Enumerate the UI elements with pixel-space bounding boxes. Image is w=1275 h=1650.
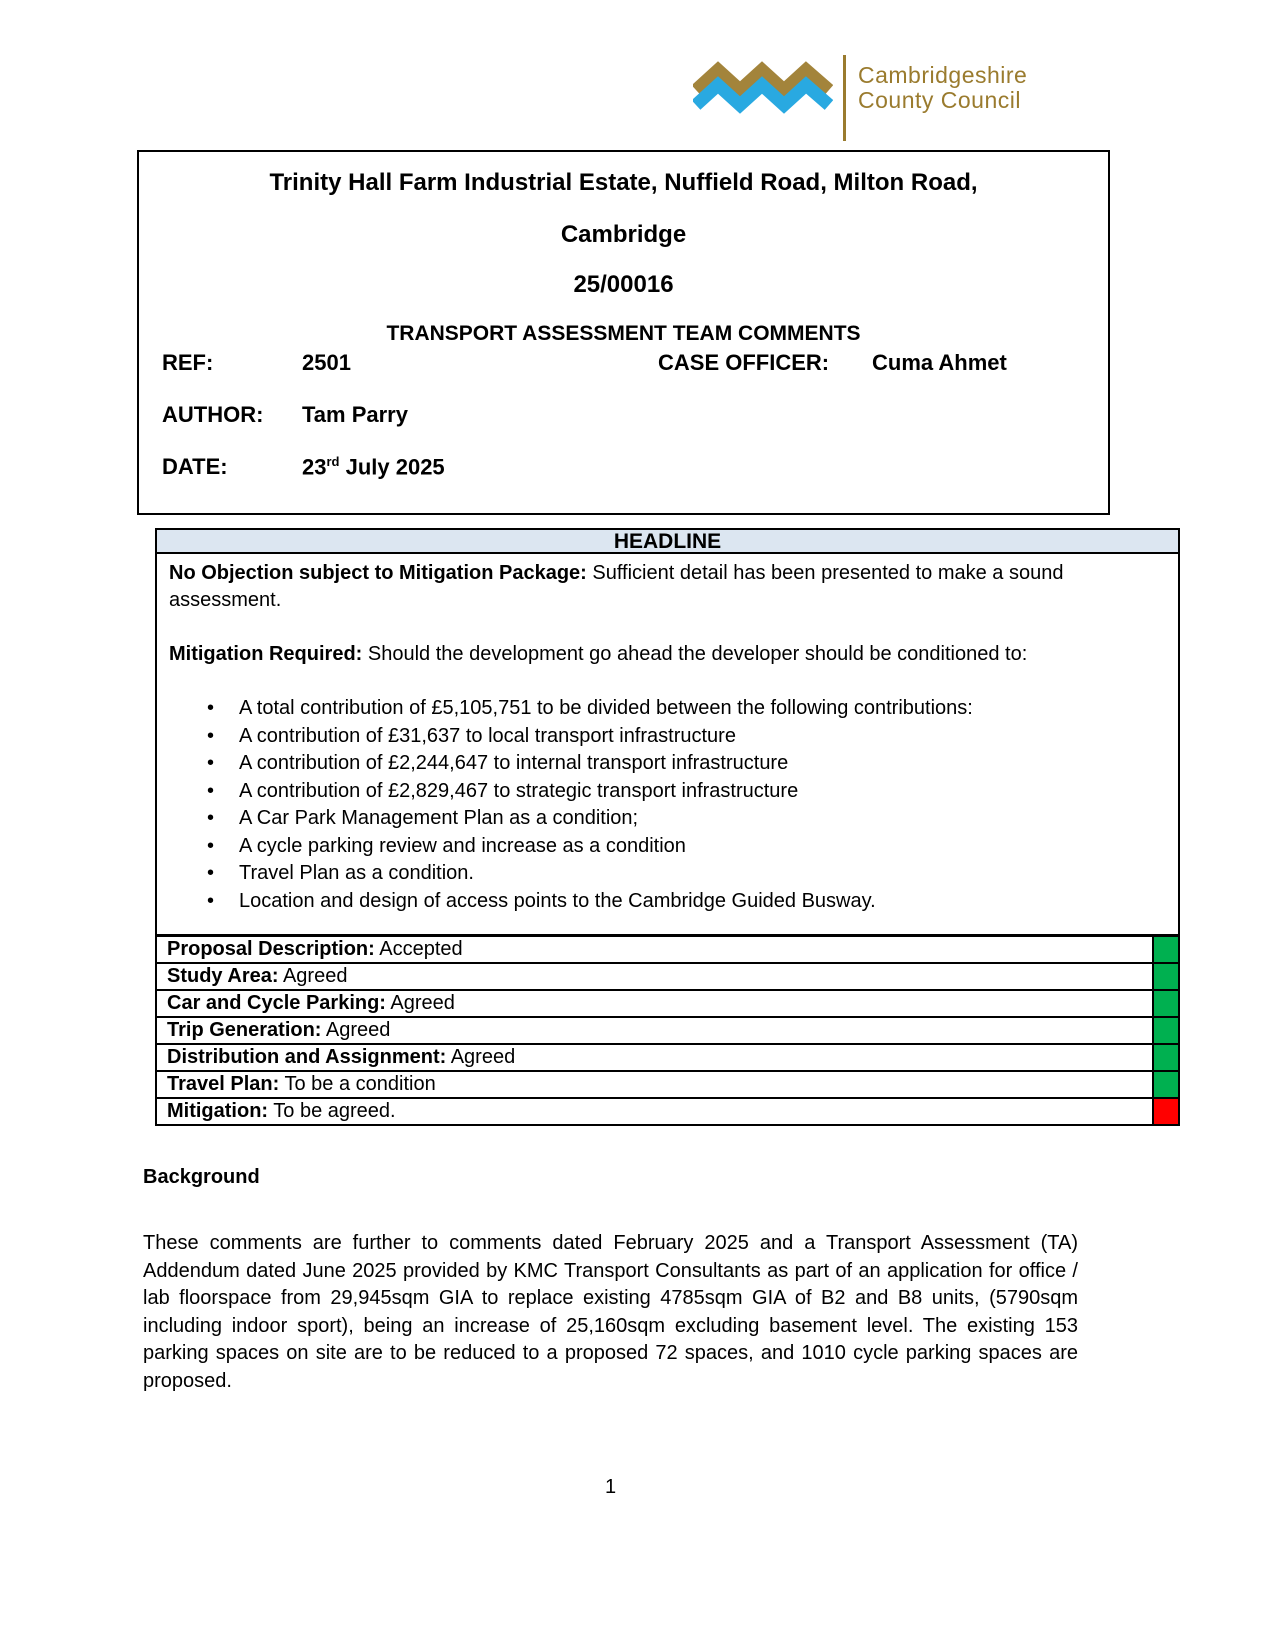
ref-label: REF: — [162, 350, 214, 375]
status-row-text — [157, 964, 1152, 989]
status-row-travel-plan — [157, 1070, 1178, 1097]
status-row-proposal-description — [157, 937, 1178, 962]
status-indicator — [1152, 1099, 1178, 1124]
status-row-value: To be agreed. — [268, 1100, 396, 1122]
bullet-item: • A Car Park Management Plan as a condition; — [169, 805, 1166, 833]
council-name — [858, 55, 1027, 113]
status-row-label: Study Area: — [167, 965, 279, 987]
date-ordinal: rd — [326, 454, 340, 469]
spacer — [169, 668, 1166, 695]
page-number: 1 — [604, 1476, 617, 1498]
status-row-value: To be a condition — [279, 1073, 436, 1095]
status-row-text — [157, 1045, 1152, 1070]
no-objection-paragraph — [169, 560, 1134, 614]
status-indicator — [1152, 1072, 1178, 1097]
author-value: Tam Parry — [302, 402, 408, 427]
no-objection-label: No Objection subject to Mitigation Package: — [169, 562, 587, 584]
council-logo — [693, 55, 1027, 141]
logo-divider — [843, 55, 846, 141]
author-label: AUTHOR: — [162, 402, 264, 427]
bullet-item: • A cycle parking review and increase as a condition — [169, 833, 1166, 861]
bullet-item: • Travel Plan as a condition. — [169, 860, 1166, 888]
status-row-study-area — [157, 962, 1178, 989]
background-paragraph: These comments are further to comments dated February 2025 and a Transport Assessment (TA) Addendum dated June 2025 provided by KMC Transport Consultants as part of an application for office / lab floorspace from 29,945sqm GIA to replace existing 4785sqm GIA of B2 and B8 units, (5790sqm including indoor sport), being an increase of 25,160sqm excluding basement level. The existing 153 parking spaces on site are to be reduced to a proposed 72 spaces, and 1010 cycle parking spaces are proposed. — [143, 1232, 1078, 1392]
status-row-text — [157, 1072, 1152, 1097]
status-indicator — [1152, 937, 1178, 962]
status-row-label: Distribution and Assignment: — [167, 1046, 447, 1068]
ref-value: 2501 — [302, 350, 351, 375]
status-row-trip-generation — [157, 1016, 1178, 1043]
headline-table — [155, 528, 1180, 1126]
case-officer-label: CASE OFFICER: — [658, 350, 830, 375]
status-row-label: Car and Cycle Parking: — [167, 992, 386, 1014]
status-row-text — [157, 1018, 1152, 1043]
document-title-line1: Trinity Hall Farm Industrial Estate, Nuffield Road, Milton Road, — [269, 169, 978, 196]
mitigation-label: Mitigation Required: — [169, 643, 363, 665]
date-rest: July 2025 — [339, 454, 445, 480]
date-day: 23 — [302, 454, 327, 480]
status-row-value: Agreed — [278, 965, 348, 987]
title-block — [137, 150, 1110, 515]
waves-icon — [693, 61, 833, 115]
status-indicator — [1152, 1045, 1178, 1070]
status-indicator — [1152, 964, 1178, 989]
status-row-text — [157, 991, 1152, 1016]
status-row-value: Agreed — [385, 992, 455, 1014]
status-row-value: Agreed — [446, 1046, 516, 1068]
mitigation-bullet-list — [169, 695, 1166, 915]
status-row-car-cycle-parking — [157, 989, 1178, 1016]
application-reference: 25/00016 — [573, 271, 674, 298]
status-row-label: Travel Plan: — [167, 1073, 280, 1095]
document-title-line2: Cambridge — [560, 221, 687, 248]
headline-body — [157, 554, 1178, 937]
bullet-item: • A contribution of £2,244,647 to internal transport infrastructure — [169, 750, 1166, 778]
status-indicator — [1152, 1018, 1178, 1043]
bullet-item: • A total contribution of £5,105,751 to be divided between the following contributions: — [169, 695, 1166, 723]
date-value — [302, 454, 445, 480]
spacer — [169, 614, 1166, 641]
headline-header: HEADLINE — [157, 530, 1178, 554]
bullet-item: • A contribution of £31,637 to local transport infrastructure — [169, 723, 1166, 751]
status-row-label: Trip Generation: — [167, 1019, 322, 1041]
no-objection-text: Sufficient detail has been presented to make a sound assessment. — [169, 562, 1064, 611]
mitigation-text: Should the development go ahead the developer should be conditioned to: — [362, 643, 1028, 665]
case-officer-value: Cuma Ahmet — [872, 350, 1007, 375]
council-name-line1: Cambridgeshire — [858, 62, 1028, 88]
status-row-mitigation — [157, 1097, 1178, 1124]
council-name-line2: County Council — [858, 87, 1021, 113]
status-row-text — [157, 937, 1152, 962]
document-subtitle: TRANSPORT ASSESSMENT TEAM COMMENTS — [386, 322, 861, 345]
status-row-value: Accepted — [374, 938, 463, 960]
mitigation-paragraph — [169, 641, 1134, 668]
bullet-item: • A contribution of £2,829,467 to strategic transport infrastructure — [169, 778, 1166, 806]
status-indicator — [1152, 991, 1178, 1016]
bullet-item: • Location and design of access points to the Cambridge Guided Busway. — [169, 888, 1166, 916]
status-row-value: Agreed — [321, 1019, 391, 1041]
background-heading: Background — [143, 1166, 260, 1188]
status-row-label: Proposal Description: — [167, 938, 375, 960]
status-row-text — [157, 1099, 1152, 1124]
status-row-label: Mitigation: — [167, 1100, 269, 1122]
status-row-distribution-assignment — [157, 1043, 1178, 1070]
date-label: DATE: — [162, 454, 228, 479]
